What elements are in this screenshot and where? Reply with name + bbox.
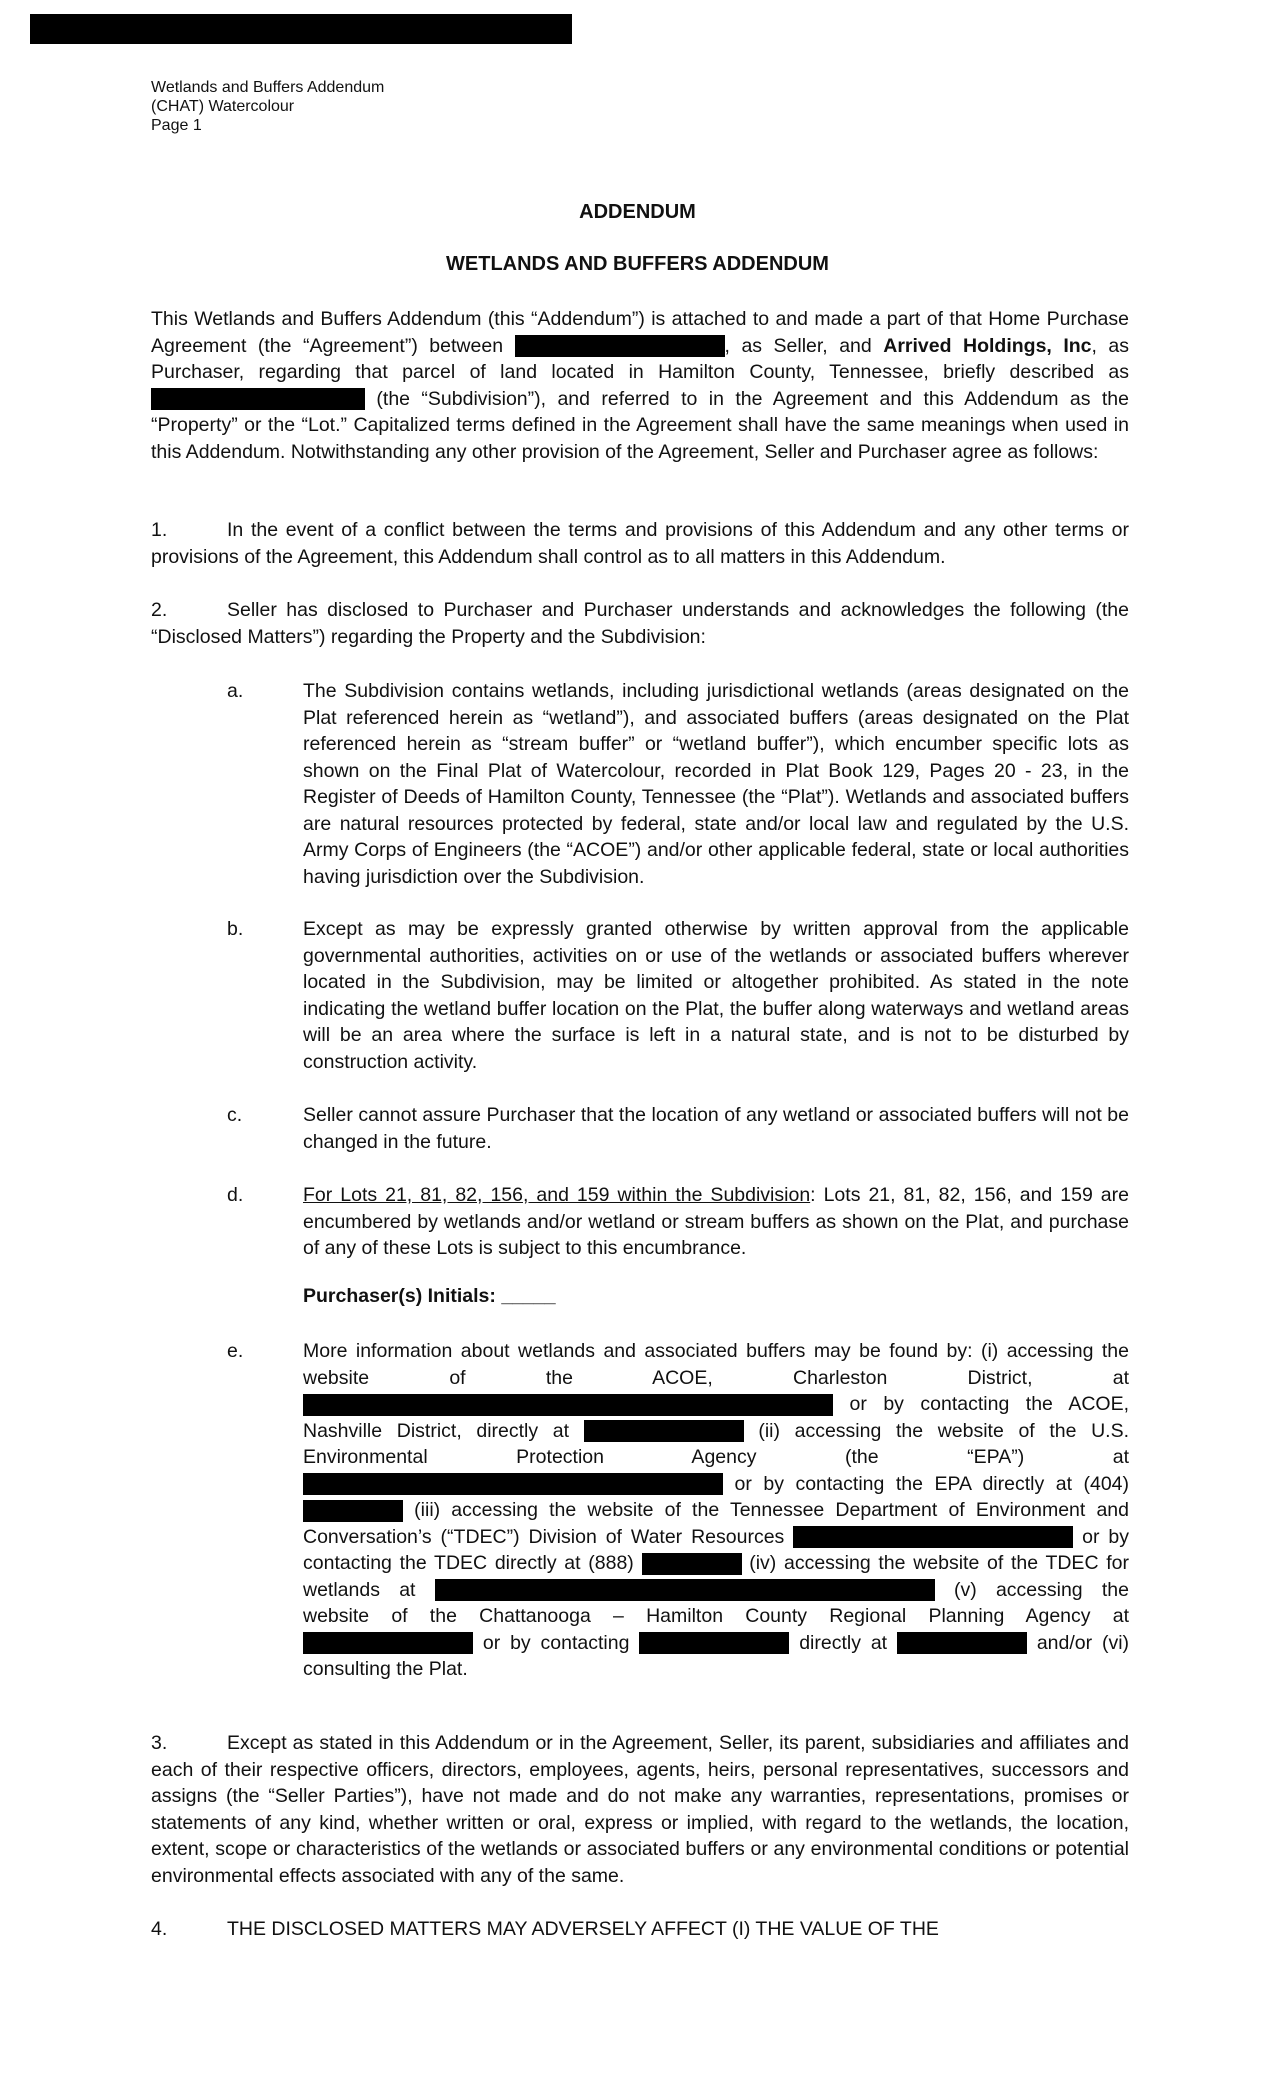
intro-paragraph: This Wetlands and Buffers Addendum (this “Addendum”) is attached to and made a part of that Home Purchase Agreement (the “Agreement”) between , as Seller, and Arrived Holdings, Inc, as Purchaser, regarding that parcel of land located in Hamilton County, Tennessee, briefly described as (the “Subdivision”), and referred to in the Agreement and this Addendum as the “Property” or the “Lot.” Capitalized terms defined in the Agreement shall have the same meanings when used in this Addendum. Notwithstanding any other provision of the Agreement, Seller and Purchaser agree as follows: [151, 308, 1130, 463]
buyer-name: Arrived Holdings, Inc [883, 334, 1092, 357]
redaction-rpa-contact [639, 1632, 789, 1654]
item-d: d. For Lots 21, 81, 82, 156, and 159 within the Subdivision: Lots 21, 81, 82, 156, and 159 are encumbered by wetlands and/or wetland or stream buffers as shown on the Plat, and purchase of any of these Lots is subject to this encumbrance. [227, 1184, 1129, 1259]
document-subtitle: WETLANDS AND BUFFERS ADDENDUM [446, 253, 829, 275]
redaction-acoe-phone [584, 1420, 744, 1442]
document-title: ADDENDUM [579, 201, 696, 223]
item-b: b. Except as may be expressly granted otherwise by written approval from the applicable governmental authorities, activities on or use of the wetlands or associated buffers wherever located in the Subdivision, may be limited or altogether prohibited. As stated in the note indicating the wetland buffer location on the Plat, the buffer along waterways and wetland areas will be an area where the surface is left in a natural state, and is not to be disturbed by construction activity. [227, 918, 1129, 1073]
purchaser-initials: Purchaser(s) Initials: _____ [303, 1285, 556, 1307]
document-header [151, 78, 384, 135]
header-line: (CHAT) Watercolour [151, 98, 295, 115]
redaction-subdivision [151, 388, 365, 410]
redaction-epa-phone [303, 1500, 403, 1522]
redaction-rpa-phone [897, 1632, 1027, 1654]
section-2: 2. Seller has disclosed to Purchaser and Purchaser understands and acknowledges the following (the “Disclosed Matters”) regarding the Property and the Subdivision: [151, 599, 1129, 648]
section-3: 3. Except as stated in this Addendum or in the Agreement, Seller, its parent, subsidiaries and affiliates and each of their respective officers, directors, employees, agents, heirs, personal representatives, successors and assigns (the “Seller Parties”), have not made and do not make any warranties, representations, promises or statements of any kind, whether written or oral, express or implied, with regard to the wetlands, the location, extent, scope or characteristics of the wetlands or associated buffers or any environmental conditions or potential environmental effects associated with any of the same. [151, 1732, 1129, 1887]
redaction-tdec-phone [642, 1553, 742, 1575]
section-4: 4. THE DISCLOSED MATTERS MAY ADVERSELY AFFECT (I) THE VALUE OF THE [151, 1918, 939, 1940]
item-c: c. Seller cannot assure Purchaser that the location of any wetland or associated buffers will not be changed in the future. [227, 1104, 1129, 1153]
item-a: a. The Subdivision contains wetlands, including jurisdictional wetlands (areas designated on the Plat referenced herein as “wetland”), and associated buffers (areas designated on the Plat referenced herein as “stream buffer” or “wetland buffer”), which encumber specific lots as shown on the Final Plat of Watercolour, recorded in Plat Book 129, Pages 20 - 23, in the Register of Deeds of Hamilton County, Tennessee (the “Plat”). Wetlands and associated buffers are natural resources protected by federal, state and/or local law and regulated by the U.S. Army Corps of Engineers (the “ACOE”) and/or other applicable federal, state or local authorities having jurisdiction over the Subdivision. [227, 680, 1129, 888]
header-page: Page 1 [151, 117, 202, 134]
redaction-tdec-url [793, 1526, 1073, 1548]
section-1: 1. In the event of a conflict between the terms and provisions of this Addendum and any other terms or provisions of the Agreement, this Addendum shall control as to all matters in this Addendum. [151, 519, 1129, 568]
redaction-acoe-url [303, 1394, 833, 1416]
item-e: e. More information about wetlands and associated buffers may be found by: (i) accessing the website of the ACOE, Charleston District, at or by contacting the ACOE, Nashville District, directly at (ii) accessing the website of the U.S. Environmental Protection Agency (the “EPA”) at or by contacting the EPA directly at (404) (iii) accessing the website of the Tennessee Department of Environment and Conversation’s (“TDEC”) Division of Water Resources or by contacting the TDEC directly at (888) (iv) accessing the website of the TDEC for wetlands at (v) accessing the website of the Chattanooga – Hamilton County Regional Planning Agency at or by contacting directly at and/or (vi) consulting the Plat. [227, 1340, 1130, 1680]
redaction-epa-url [303, 1473, 723, 1495]
redaction-bar [30, 14, 572, 44]
redaction-rpa-url [303, 1632, 473, 1654]
redaction-seller [515, 335, 725, 357]
redaction-tdec-wetlands-url [435, 1579, 935, 1601]
header-line: Wetlands and Buffers Addendum [151, 79, 385, 96]
